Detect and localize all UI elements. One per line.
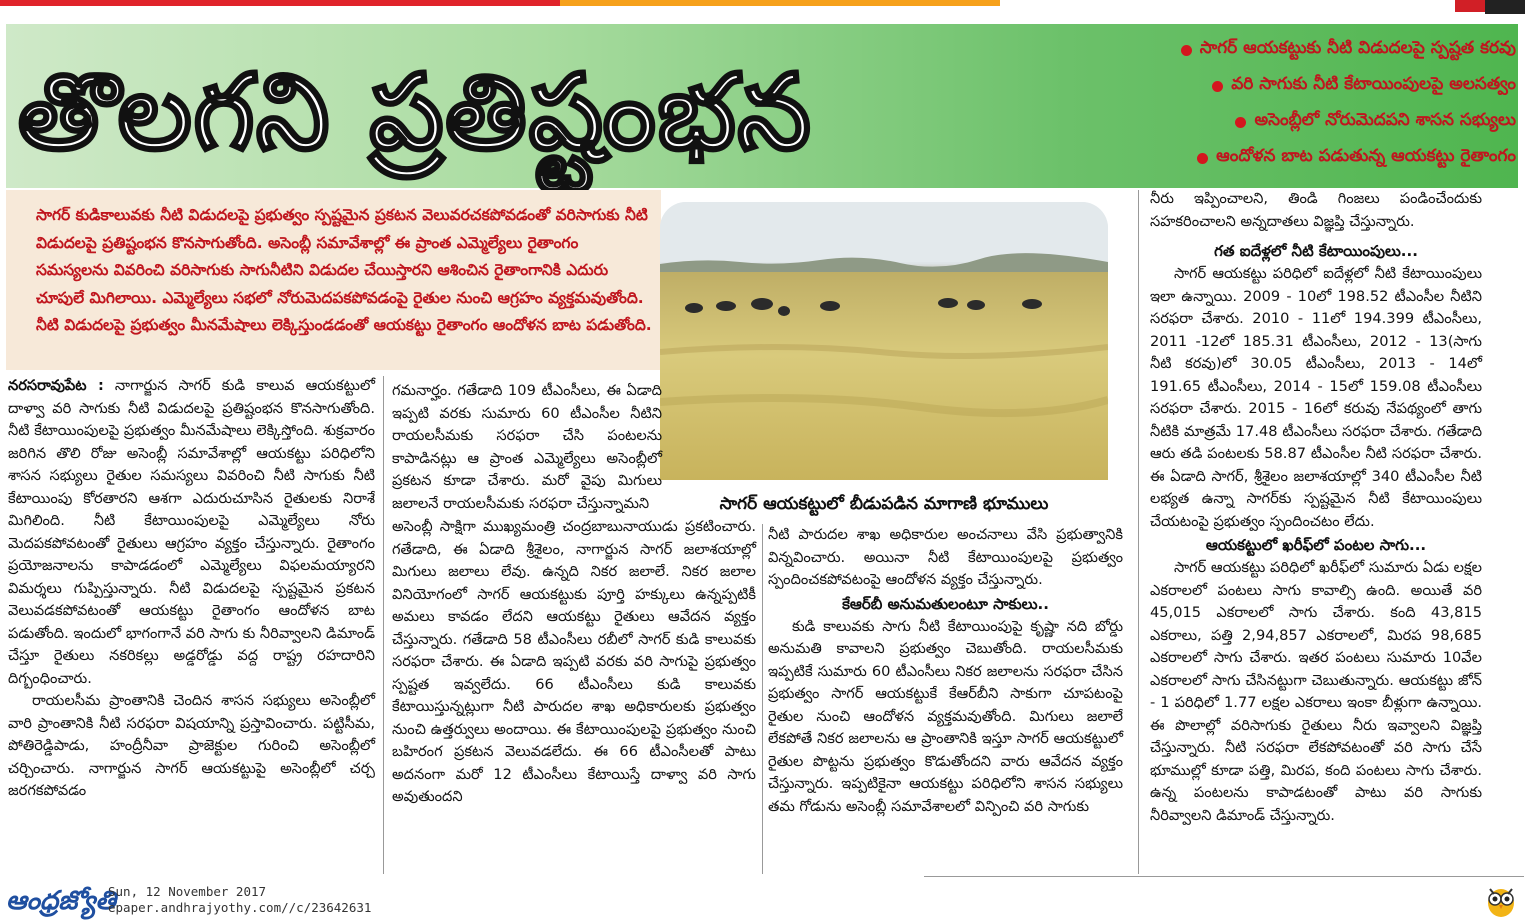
top-strip-orange xyxy=(560,0,1000,6)
bullet-item xyxy=(1096,104,1516,140)
owl-icon xyxy=(1484,884,1518,922)
footer-meta xyxy=(108,884,371,916)
bullet-dot-icon xyxy=(1235,117,1246,128)
paragraph-text: నాగార్జున సాగర్ కుడి కాలువ ఆయకట్టులో దాళ్వా వరి సాగుకు నీటి విడుదలపై ప్రతిష్టంభన కొనసాగుతోంది. నీటి కేటాయింపులపై ప్రభుత్వం మీనమేషాలు లెక్కిస్తోంది. శుక్రవారం జరిగిన తొలి రోజు అసెంబ్లీ సమావేశాల్లో ఆయకట్టు పరిధిలోని శాసన సభ్యులు రైతుల సమస్యలు వివరించి నీటి సాగుకు నీటి కేటాయింపు కోరతారని ఆశగా ఎదురుచూసిన రైతులకు నిరాశే మిగిలింది. నీటి కేటాయింపులపై ఎమ్మెల్యేలు నోరు మెదపకపోవటంతో రైతులు ఆగ్రహం వ్యక్తం చేస్తున్నారు. రైతాంగం ప్రయోజనాలను కాపాడడంలో ఎమ్మెల్యేలు విఫలమయ్యారని విమర్శలు గుప్పిస్తున్నారు. నీటి విడుదలపై స్పష్టమైన ప్రకటన వెలువడకపోవటంతో ఆయకట్టు రైతాంగం ఆందోళన బాట పడుతోంది. ఇందులో భాగంగానే వరి సాగు కు నీరివ్వాలని డిమాండ్ చేస్తూ రైతులు నకరికల్లు అడ్డరోడ్డు వద్ద రాష్ట్ర రహదారిని దిగ్బంధించారు. xyxy=(8,377,376,687)
article-column-1 xyxy=(8,375,375,803)
epaper-link[interactable]: epaper.andhrajyothy.com//c/23642631 xyxy=(108,900,372,915)
article-paragraph: సాగర్ ఆయకట్టు పరిధిలో ఖరీఫ్‌లో సుమారు ఏడు లక్షల ఎకరాలలో పంటలు సాగు కావాల్సి ఉంది. అయితే వరి 45,015 ఎకరాలలో సాగు చేశారు. కంది 43,815 ఎకరాలు, పత్తి 2,94,857 ఎకరాలలో, మిరప 98,685 ఎకరాలలో సాగు చేశారు. ఇతర పంటలు సుమారు 10వేల ఎకరాలలో సాగు చేసినట్టుగా చెబుతున్నారు. ఆయకట్టు జోన్ - 1 పరిధిలో 1.77 లక్షల ఎకరాలు ఇంకా బీళ్లుగా ఉన్నాయి. ఈ పొలాల్లో వరిసాగుకు రైతులు నీరు ఇవ్వాలని విజ్ఞప్తి చేస్తున్నారు. నీటి సరఫరా లేకపోవటంతో వరి సాగు చేసే భూముల్లో కూడా పత్తి, మిరప, కంది పంటలు సాగు చేశారు. ఉన్న పంటలను కాపాడటంతో పాటు వరి సాగుకు నీరివ్వాలని డిమాండ్ చేస్తున్నారు. xyxy=(1150,559,1482,824)
top-strip-dark-block xyxy=(1485,0,1525,14)
section-heading: గత ఐదేళ్లలో నీటి కేటాయింపులు... xyxy=(1214,242,1418,260)
brand-logo: ఆంధ్రజ్యోతి xyxy=(6,886,116,916)
bullet-text: సాగర్ ఆయకట్టుకు నీటి విడుదలపై స్పష్టత కరవు xyxy=(1199,38,1516,58)
article-column-4 xyxy=(1150,188,1482,827)
bullet-dot-icon xyxy=(1197,153,1208,164)
article-paragraph: నీటి పారుదల శాఖ అధికారుల అంచనాలు వేసి ప్రభుత్వానికి విన్నవించారు. అయినా నీటి కేటాయింపులపై ప్రభుత్వం స్పందించకపోవటంపై ఆందోళన వ్యక్తం చేస్తున్నారు. xyxy=(768,526,1123,588)
column-divider xyxy=(383,376,384,874)
headline-banner xyxy=(6,24,1518,188)
bullet-text: అసెంబ్లీలో నోరుమెదపని శాసన సభ్యులు xyxy=(1254,110,1516,130)
article-paragraph xyxy=(8,375,375,690)
article-paragraph: అసెంబ్లీ సాక్షిగా ముఖ్యమంత్రి చంద్రబాబునాయుడు ప్రకటించారు. గతేడాది, ఈ ఏడాది శ్రీశైలం, నాగార్జున సాగర్ జలాశయాల్లో మిగులు జలాలు లేవు. ఉన్నది నికర జలాలే. నికర జలాల వినియోగంలో సాగర్ ఆయకట్టుకు పూర్తి హక్కులు ఉన్నప్పటికీ అమలు కావడం లేదని ఆయకట్టు రైతులు ఆవేదన వ్యక్తం చేస్తున్నారు. గతేడాది 58 టీఎంసీలు రబీలో సాగర్ కుడి కాలువకు సరఫరా చేశారు. ఈ ఏడాది ఇప్పటి వరకు వరి సాగుపై ప్రభుత్వం స్పష్టత ఇవ్వలేదు. 66 టీఎంసీలు కుడి కాలువకు కేటాయిస్తున్నట్లుగా నీటి పారుదల శాఖ అధికారులకు ప్రభుత్వం నుంచి ఉత్తర్వులు అందాయి. ఈ కేటాయింపులపై ప్రభుత్వం నుంచి బహిరంగ ప్రకటన వెలువడలేదు. ఈ 66 టీఎంసీలతో పాటు అదనంగా మరో 12 టీఎంసీలు కేటాయిస్తే దాళ్వా వరి సాగు అవుతుందని xyxy=(392,518,756,805)
column-divider xyxy=(762,524,763,874)
article-paragraph: కుడి కాలువకు సాగు నీటి కేటాయింపుపై కృష్ణా నది బోర్డు అనుమతి కావాలని ప్రభుత్వం చెబుతోంది. రాయలసీమకు ఇప్పటికే సుమారు 60 టీఎంసీలు నికర జలాలను సరఫరా చేసిన ప్రభుత్వం సాగర్ ఆయకట్టుకే కేఆర్‌బీని సాకుగా చూపటంపై రైతుల నుంచి ఆందోళన వ్యక్తమవుతోంది. మిగులు జలాలే లేకపోతే నికర జలాలను ఆ ప్రాంతానికి ఇస్తూ సాగర్ ఆయకట్టులో రైతుల పొట్టను ప్రభుత్వం కొడుతోందని వారు ఆవేదన వ్యక్తం చేస్తున్నారు. ఇప్పటికైనా ఆయకట్టు పరిధిలోని శాసన సభ్యులు తమ గోడును అసెంబ్లీ సమావేశాలలో విన్పించి వరి సాగుకు xyxy=(768,617,1123,815)
subheadline-bullets xyxy=(1096,32,1516,176)
top-strip-red-block xyxy=(1455,0,1485,12)
intro-text: సాగర్ కుడికాలువకు నీటి విడుదలపై ప్రభుత్వం స్పష్టమైన ప్రకటన వెలువరచకపోవడంతో వరిసాగుకు నీటి విడుదలపై ప్రతిష్టంభన కొనసాగుతోంది. అసెంబ్లీ సమావేశాల్లో ఈ ప్రాంత ఎమ్మెల్యేలు రైతాంగం సమస్యలను వివరించి వరిసాగుకు సాగునీటిని విడుదల చేయిస్తారని ఆశించిన రైతాంగానికి ఎదురు చూపులే మిగిలాయి. ఎమ్మెల్యేలు సభలో నోరుమెదపకపోవడంపై రైతుల నుంచి ఆగ్రహం వ్యక్తమవుతోంది. నీటి విడుదలపై ప్రభుత్వం మీనమేషాలు లెక్కిస్తుండడంతో ఆయకట్టు రైతాంగం ఆందోళన బాట పడుతోంది. xyxy=(36,206,652,334)
bullet-text: ఆందోళన బాట పడుతున్న ఆయకట్టు రైతాంగం xyxy=(1216,146,1516,166)
bullet-item xyxy=(1096,140,1516,176)
dateline: నరసరావుపేట : xyxy=(8,377,104,394)
intro-summary xyxy=(6,190,661,370)
article-paragraph: సాగర్ ఆయకట్టు పరిధిలో ఐదేళ్లలో నీటి కేటాయింపులు ఇలా ఉన్నాయి. 2009 - 10లో 198.52 టీఎంసీల నీటిని సరఫరా చేశారు. 2010 - 11లో 194.399 టీఎంసీలు, 2011 -12లో 185.31 టీఎంసీలు, 2012 - 13(సాగు నీటి కరవు)లో 30.05 టీఎంసీలు, 2013 - 14లో 191.65 టీఎంసీలు, 2014 - 15లో 159.08 టీఎంసీలు సరఫరా చేశారు. 2015 - 16లో కరువు నేపథ్యంలో తాగు నీటికి మాత్రమే 17.48 టీఎంసీలు సరఫరా చేశారు. గతేడాది ఆరు తడి పంటలకు 58.87 టీఎంసీల నీటి సరఫరా చేశారు. ఈ ఏడాది సాగర్, శ్రీశైలం జలాశయాల్లో 340 టీఎంసీల నీటి లభ్యత ఉన్నా సాగర్‌కు స్పష్టమైన నీటి కేటాయింపులు చేయటంపై ప్రభుత్వం స్పందించటం లేదు. xyxy=(1150,265,1482,530)
footer-rule xyxy=(924,876,1524,877)
article-column-2 xyxy=(392,380,662,515)
bullet-dot-icon xyxy=(1212,81,1223,92)
article-column-2-continued xyxy=(392,516,756,809)
headline: తొలగని ప్రతిష్టంభన xyxy=(18,51,813,173)
bullet-dot-icon xyxy=(1181,45,1192,56)
top-strip-red xyxy=(0,0,560,6)
article-paragraph: గమనార్హం. గతేడాది 109 టీఎంసీలు, ఈ ఏడాది ఇప్పటి వరకు సుమారు 60 టీఎంసీల నీటిని రాయలసీమకు సరఫరా చేసి పంటలను కాపాడినట్లు ఆ ప్రాంత ఎమ్మెల్యేలు అసెంబ్లీలో ప్రకటన కూడా చేశారు. మరో వైపు మిగులు జలాలనే రాయలసీమకు సరఫరా చేస్తున్నామని xyxy=(392,382,662,512)
column-divider xyxy=(1138,190,1139,874)
bullet-item xyxy=(1096,32,1516,68)
article-column-3 xyxy=(768,524,1123,818)
top-strip xyxy=(0,0,1525,16)
section-heading: కేఆర్‌బీ అనుమతులంటూ సాకులు.. xyxy=(842,594,1049,613)
bullet-item xyxy=(1096,68,1516,104)
field-photo-image xyxy=(660,202,1108,480)
field-photo xyxy=(660,202,1108,480)
photo-caption: సాగర్ ఆయకట్టులో బీడుపడిన మాగాణి భూములు xyxy=(719,494,1049,514)
section-heading: ఆయకట్టులో ఖరీఫ్‌లో పంటల సాగు... xyxy=(1205,536,1427,554)
article-paragraph: రాయలసీమ ప్రాంతానికి చెందిన శాసన సభ్యులు అసెంబ్లీలో వారి ప్రాంతానికి నీటి సరఫరా విషయాన్ని ప్రస్తావించారు. పట్టిసీమ, పోతిరెడ్డిపాడు, హంద్రీనీవా ప్రాజెక్టుల గురించి అసెంబ్లీలో చర్చించారు. నాగార్జున సాగర్ ఆయకట్టుపై అసెంబ్లీలో చర్చ జరగకపోవడం xyxy=(8,692,375,799)
bullet-text: వరి సాగుకు నీటి కేటాయింపులపై అలసత్వం xyxy=(1231,74,1516,94)
edition-date: Sun, 12 November 2017 xyxy=(108,884,267,899)
article-paragraph: నీరు ఇప్పించాలని, తిండి గింజలు పండించేందుకు సహకరించాలని అన్నదాతలు విజ్ఞప్తి చేస్తున్నారు. xyxy=(1150,190,1482,230)
page-footer xyxy=(0,878,1525,922)
